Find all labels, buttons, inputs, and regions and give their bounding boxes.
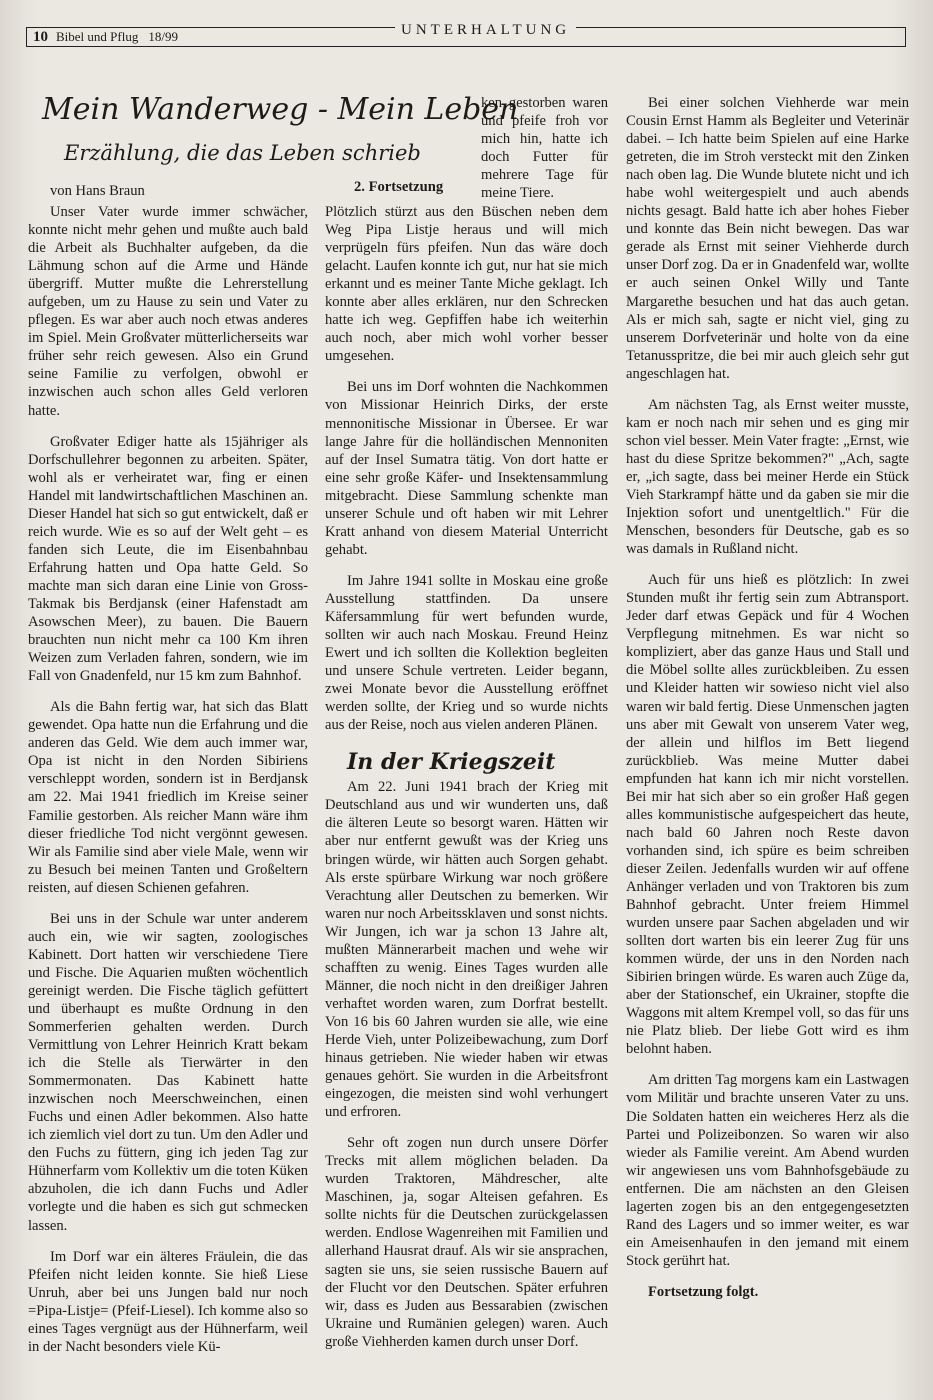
paragraph: Auch für uns hieß es plötzlich: In zwei Stunden mußt ihr fertig sein zum Abtransport. Jeder darf etwas Gepäck und für 4 Wochen Verpflegung mitnehmen. Es war nicht so kompliziert, aber das ganze Haus und Stall und die Möbel sollte alles zurückbleiben. Zu essen und Kleider hatten wir sowieso nicht viel also waren wir bald fertig. Diese Unmenschen jagten uns aber mit Gewalt von unserem Vater weg, der allein und hilflos im Bett liegend zurückblieb. Was meine Mutter dabei empfunden hat kann ich mir nicht vorstellen. Bei mir hat sich aber so ein großer Haß gegen alles kommunistische aufgespeichert das heute, nach bald 60 Jahren noch Reste davon vorhanden sind, ich spüre es beim schreiben dieser Zeilen. Jedenfalls wurden wir auf offene Anhänger verladen und von Traktoren bis zum Bahnhof gebracht. Unter freiem Himmel wurden unsere paar Sachen abgeladen und wir sollten dort warten bis ein leerer Zug für uns kommen würde, der uns in den Norden nach Sibirien bringen würde. Es waren auch Züge da, aber der Stationschef, ein Ukrainer, stopfte die Waggons mit altem Krempel voll, so das für uns nie Platz blieb. Der liebe Gott wird es ihm belohnt haben. xyxy=(626,572,909,1058)
column-3 xyxy=(626,94,909,1301)
header-left xyxy=(33,29,178,46)
column-1 xyxy=(28,203,308,1356)
paragraph: Im Jahre 1941 sollte in Moskau eine große Ausstellung stattfinden. Da unsere Käfersammlung für wert befunden wurde, sollten wir auch nach Moskau. Freund Heinz Ewert und ich sollten die Kollektion begleiten und unsere Schule vertreten. Leider begann, zwei Monate bevor die Ausstellung eröffnet werden sollte, der Krieg und so wurde nichts aus der Reise, noch aus vielen anderen Plänen. xyxy=(325,572,608,734)
article-subtitle: Erzählung, die das Leben schrieb xyxy=(64,141,421,165)
column-2-continuation: ken gestorben waren und pfeife froh vor mich hin, hatte ich doch Futter für mehrere Tage für meine Tiere. xyxy=(481,95,608,202)
paragraph: Am nächsten Tag, als Ernst weiter musste, kam er noch nach mir sehen und es ging mir schon viel besser. Mein Vater fragte: „Ernst, wie hast du diese Spritze bekommen?" „Ach, sagte er, „ich sagte, dass bei meiner Herde ein Stück Vieh Starkrampf hätte und da gaben sie mir die Injektion sofort und unentgeltlich." Für die Menschen, besonders für Deutsche, gab es so was damals in Rußland nicht. xyxy=(626,396,909,558)
article-title: Mein Wanderweg - Mein Leben xyxy=(42,92,519,127)
paragraph: Plötzlich stürzt aus den Büschen neben dem Weg Pipa Listje heraus und will mich verprügeln fürs pfeifen. Nun das wäre doch gelacht. Laufen konnte ich gut, nur hat sie mich erkannt und es meiner Tante Miche geklagt. Ich konnte aber alles erklären, nur den Schrecken hatte ich weg. Gepfiffen habe ich weiterhin auch noch, aber mich wohl vorher besser umgesehen. xyxy=(325,204,608,365)
paragraph: Unser Vater wurde immer schwächer, konnte nicht mehr gehen und mußte auch bald die Arbeit als Buchhalter aufgeben, da die Lähmung schon auf die Arme und Hände übergriff. Mutter mußte die Lehrerstellung aufgeben, um zu Hause zu sein und Vater zu pflegen. Es war aber auch noch etwas anderes im Spiel. Mein Großvater mütterlicherseits war früher sehr reich gewesen. Also ein Grund seine Familie zu verfolgen, obwohl er inzwischen auch schon alles Geld verloren hatte. xyxy=(28,204,308,419)
paragraph: Sehr oft zogen nun durch unsere Dörfer Trecks mit allem möglichen beladen. Da wurden Traktoren, Mähdrescher, alte Maschinen, ja, sogar Alteisen gefahren. Es sollte nichts für die Deutschen zurückgelassen werden. Endlose Wagenreihen mit Familien und allerhand Hausrat drauf. Als wir sie ansprachen, sagten sie uns, sie seien russische Bauern auf der Flucht vor den Deutschen. Später erfuhren wir, dass es Juden aus Bessarabien (zwischen Ukraine und Rumänien gelegen) waren. Auch große Viehherden kamen durch unser Dorf. xyxy=(325,1135,608,1350)
section-title: UNTERHALTUNG xyxy=(395,22,576,39)
byline: von Hans Braun xyxy=(50,183,145,199)
paragraph: Am dritten Tag morgens kam ein Lastwagen vom Militär und brachte unseren Vater zu uns. Die Soldaten hatten ein weicheres Herz als die Partei und Polizeibonzen. So waren wir also wieder als Familie vereint. Am Abend wurden wir angewiesen uns vom Bahnhofsgebäude zu entfernen. Die am nächsten an den Gleisen lagerten zogen bis an den entgegengesetzten Rand des Lagers und so immer weiter, es war ein Ameisenhaufen in den jemand mit einem Stock gerührt hat. xyxy=(626,1072,909,1269)
publication-name: Bibel und Pflug xyxy=(56,29,139,44)
column-2 xyxy=(325,203,608,1351)
sequel-label: 2. Fortsetzung xyxy=(354,179,444,195)
paragraph: Bei uns im Dorf wohnten die Nachkommen von Missionar Heinrich Dirks, der erste mennonitische Missionar in Übersee. Er war lange Jahre für die holländischen Mennoniten auf der Insel Sumatra tätig. Von dort hatte er eine sehr große Käfer- und Insektensammlung mitgebracht. Diese Sammlung schenkte man unserer Schule und oft haben wir mit Lehrer Kratt anhand von diesem Material Unterricht gehabt. xyxy=(325,379,608,558)
paragraph: Im Dorf war ein älteres Fräulein, die das Pfeifen nicht leiden konnte. Sie hieß Liese Unruh, aber bei uns Jungen bald nur noch =Pipa-Listje= (Pfeif-Liesel). Ich komme also so eines Tages vergnügt aus der Hühnerfarm, weil in der Nacht besonders viele Kü- xyxy=(28,1248,308,1355)
section-heading: In der Kriegszeit xyxy=(347,749,556,776)
page-number: 10 xyxy=(33,29,48,45)
paragraph: Großvater Ediger hatte als 15jähriger als Dorfschullehrer begonnen zu arbeiten. Später, wohl als er verheiratet war, fing er einen Handel mit landwirtschaftlichen Maschinen an. Dieser Handel hat sich so gut entwickelt, daß er reich wurde. Wie es so auf der Welt geht – es fanden sich Leute, die im Eisenbahnbau Erfahrung hatten und Opa hatte Geld. So machte man sich daran eine Linie von Gross-Takmak bis Berdjansk (einer Hafenstadt am Asowschen Meer), zu bauen. Die Bauern brauchten nun nicht mehr ca 100 Km ihren Weizen zum Verladen fahren, sondern, wie im Fall von Gnadenfeld, nur 15 km zum Bahnhof. xyxy=(28,433,308,685)
paragraph: Als die Bahn fertig war, hat sich das Blatt gewendet. Opa hatte nun die Erfahrung und die anderen das Geld. Wie dem auch immer war, Opa ist nicht in den Norden Sibiriens verschleppt worden, sondern ist in Berdjansk am 22. Mai 1941 friedlich im Kreise seiner Familie gestorben. Als reicher Mann wäre ihm dieser friedliche Tod nicht vergönnt gewesen. Wir als Familie sind aber viele Male, wenn wir zu Besuch bei meinen Tanten und Großeltern reisten, auf diesen Schienen gefahren. xyxy=(28,699,308,896)
paragraph: Bei uns in der Schule war unter anderem auch ein, wie wir sagten, zoologisches Kabinett. Dort hatten wir verschiedene Tiere und Fische. Die Aquarien mußten wöchentlich gereinigt werden. Die Fische täglich gefüttert und überhaupt es mußte Ordnung in den Sommerferien gehalten werden. Durch Vermittlung von Lehrer Heinrich Kratt bekam ich die Stelle als Tierwärter in den Sommermonaten. Das Kabinett hatte inzwischen noch Meerschweinchen, einen Fuchs und einen Adler bekommen. Also hatte ich ziemlich viel dort zu tun. Um den Adler und den Fuchs zu füttern, ging ich jeden Tag zur Hühnerfarm vom Kollektiv um die toten Küken abzuholen, die ich dann Fuchs und Adler vorlegte und die haben es sich gut schmecken lassen. xyxy=(28,910,308,1234)
closing-note: Fortsetzung folgt. xyxy=(648,1283,759,1300)
paragraph: Am 22. Juni 1941 brach der Krieg mit Deutschland aus und wir wunderten uns, daß die älteren Leute so besorgt waren. Hätten wir aber nur entfernt gewußt was der Krieg uns bringen würde, wir hätten auch Sorgen gehabt. Als erste spürbare Wirkung war noch größere Verachtung aller Deutschen zu bemerken. Wir waren nur noch Arbeitssklaven und sonst nichts. Wir Jungen, ich war ja schon 13 Jahre alt, mußten Männerarbeit machen und wehe wir schafften zu wenig. Eines Tages wurden alle Männer, die noch nicht in den dreißiger Jahren verhaftet worden waren, zum Dorfrat bestellt. Von 16 bis 60 Jahren wurden sie alle, wie eine Herde Vieh, unter Polizeibewachung, zum Dorf hinaus getrieben. Nie wieder haben wir etwas genaues gehört. Sie wurden in die Arbeitsfront eingezogen, die meisten sind wohl verhungert und erfroren. xyxy=(325,779,608,1121)
page-header xyxy=(26,22,906,47)
paragraph: Bei einer solchen Viehherde war mein Cousin Ernst Hamm als Begleiter und Veterinär dabei. – Ich hatte beim Spielen auf eine Harke getreten, die im Stroh versteckt mit den Zinken nach oben lag. Die Wunde blutete nicht und ich habe wohl weitergespielt und auch abends nichts gesagt. Bald hatte ich aber hohes Fieber und konnte das Bein nicht bewegen. Das war gerade als Ernst mit seiner Viehherde durch unser Dorf zog. Da er in Gnadenfeld war, wollte er auch seinen Onkel Willy und Tante Margarethe besuchen und hat das auch getan. Als er mich sah, sagte er nicht viel, ging zu unserem Dorfveterinär und holte von da eine Tetanusspritze, die bei mir auch gleich sehr gut angeschlagen hat. xyxy=(626,95,909,382)
issue-number: 18/99 xyxy=(148,29,178,44)
